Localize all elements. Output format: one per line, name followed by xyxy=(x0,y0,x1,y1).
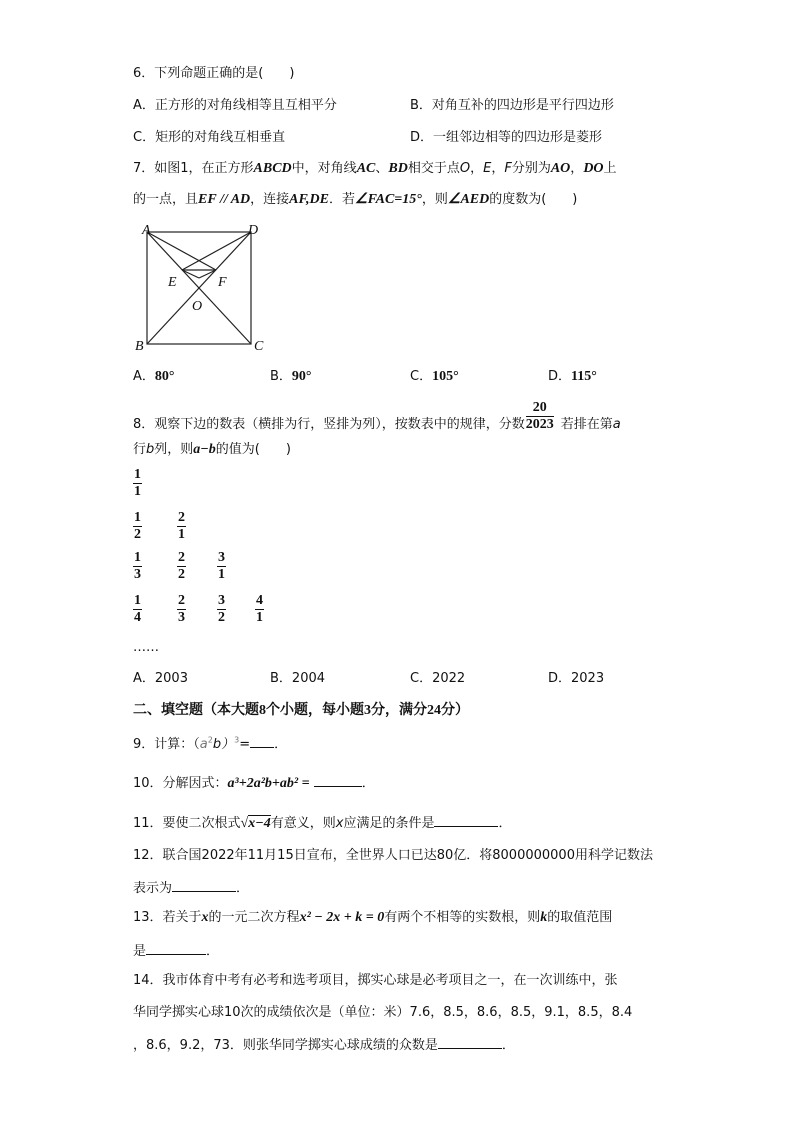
table-fraction: $\frac{2}{2}$ xyxy=(178,550,185,582)
table-fraction: $\frac{1}{1}$ xyxy=(134,467,141,499)
table-fraction: $\frac{1}{4}$ xyxy=(134,593,141,625)
q13-line1: 13．若关于x的一元二次方程x² − 2x + k = 0有两个不相等的实数根，则k的取值范围 xyxy=(133,910,613,925)
table-fraction: $\frac{3}{2}$ xyxy=(218,593,225,625)
q13-line2: 是 ． xyxy=(133,944,220,959)
q6-option-c: C．矩形的对角线互相垂直 xyxy=(133,130,286,145)
table-fraction: $\frac{1}{2}$ xyxy=(134,510,141,542)
q7-option-d: D．115° xyxy=(548,369,597,384)
q6-option-d: D．一组邻边相等的四边形是菱形 xyxy=(410,130,603,145)
q8-option-a: A．2003 xyxy=(133,671,188,686)
q6-stem: 6．下列命题正确的是( ) xyxy=(133,66,295,81)
q7-line1: 7．如图1，在正方形ABCD中，对角线AC、BD相交于点O，E，F分别为AO，DO上 xyxy=(133,161,617,176)
q7-option-c: C．105° xyxy=(410,369,459,384)
label-d: D xyxy=(248,223,259,238)
label-c: C xyxy=(254,339,264,354)
table-fraction: $\frac{1}{3}$ xyxy=(134,550,141,582)
q8-option-b: B．2004 xyxy=(270,671,326,686)
table-ellipsis: …… xyxy=(133,640,159,655)
table-fraction: $\frac{2}{3}$ xyxy=(178,593,185,625)
q10: 10．分解因式：a³+2a²b+ab² = ． xyxy=(133,776,375,791)
q14-line1: 14．我市体育中考有必考和选考项目，掷实心球是必考项目之一，在一次训练中，张 xyxy=(133,973,618,988)
label-e: E xyxy=(168,275,177,290)
q11: 11．要使二次根式√x−4有意义，则x应满足的条件是 ． xyxy=(133,816,512,831)
label-b: B xyxy=(135,339,144,354)
q7-option-b: B．90° xyxy=(270,369,312,384)
table-fraction: $\frac{4}{1}$ xyxy=(256,593,263,625)
q12-line2: 表示为 ． xyxy=(133,881,250,896)
q8-option-c: C．2022 xyxy=(410,671,466,686)
label-f: F xyxy=(218,275,227,290)
q8-option-d: D．2023 xyxy=(548,671,605,686)
q9: 9．计算：$(a^2b)^3=$ ． xyxy=(133,735,288,752)
q8-line1: 8．观察下边的数表（横排为行，竖排为列），按数表中的规律，分数 $\frac{20}{2023}$ 若排在第a xyxy=(133,400,621,432)
q14-line2: 华同学掷实心球10次的成绩依次是（单位：米）7.6，8.5，8.6，8.5，9.1，8.5，8.4 xyxy=(133,1005,633,1020)
q7-line2: 的一点，且EF // AD，连接AF,DE．若∠FAC=15°，则∠AED的度数为( ) xyxy=(133,192,578,207)
q12-line1: 12．联合国2022年11月15日宣布，全世界人口已达80亿．将8000000000用科学记数法 xyxy=(133,848,653,863)
q8-fraction: $\frac{20}{2023}$ xyxy=(525,400,554,432)
q8-line2: 行b列，则a−b的值为( ) xyxy=(133,442,291,457)
table-fraction: $\frac{3}{1}$ xyxy=(218,550,225,582)
q7-option-a: A．80° xyxy=(133,369,175,384)
square-figure xyxy=(130,220,270,360)
q14-line3: ，8.6，9.2，73．则张华同学掷实心球成绩的众数是 ． xyxy=(133,1038,515,1053)
section-heading: 二、填空题（本大题8个小题，每小题3分，满分24分） xyxy=(133,703,469,718)
table-fraction: $\frac{2}{1}$ xyxy=(178,510,185,542)
q6-option-a: A．正方形的对角线相等且互相平分 xyxy=(133,98,337,113)
q6-option-b: B．对角互补的四边形是平行四边形 xyxy=(410,98,614,113)
label-o: O xyxy=(192,299,203,314)
label-a: A xyxy=(142,223,151,238)
